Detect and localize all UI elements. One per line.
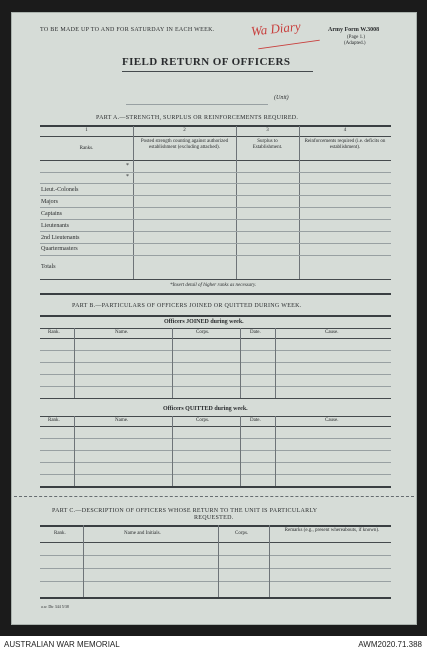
row-line xyxy=(40,243,391,244)
joined-title: Officers JOINED during week. xyxy=(164,319,244,325)
quitted-row-line xyxy=(40,450,391,451)
part-c-title-line2: REQUESTED. xyxy=(194,515,234,521)
quitted-col-cause: Cause. xyxy=(325,418,339,423)
joined-col-name: Name. xyxy=(115,330,129,335)
rank-label: Captains xyxy=(41,211,62,217)
quitted-col-sep xyxy=(275,416,276,486)
col-num-4: 4 xyxy=(343,128,347,133)
part-c-col-remarks: Remarks (e.g., present whereabouts, if known). xyxy=(284,528,380,533)
row-line xyxy=(40,172,391,173)
quitted-col-date: Date. xyxy=(250,418,261,423)
archive-footer xyxy=(0,636,427,653)
joined-col-sep xyxy=(240,328,241,398)
part-c-col-corps: Corps. xyxy=(235,531,249,536)
joined-col-corps: Corps. xyxy=(196,330,210,335)
rank-label: Majors xyxy=(41,199,58,205)
joined-col-sep xyxy=(74,328,75,398)
form-number: Army Form W.3008 xyxy=(328,27,380,33)
joined-row-line xyxy=(40,374,391,375)
part-a-col-sep-2 xyxy=(236,126,237,279)
handwritten-note: Wa Diary xyxy=(250,18,302,39)
row-line xyxy=(40,207,391,208)
higher-rank-mark-1: * xyxy=(126,163,129,169)
part-c-col-rank: Rank. xyxy=(54,531,66,536)
row-line xyxy=(40,255,391,256)
part-c-col-name: Name and Initials. xyxy=(124,531,161,536)
col-num-1: 1 xyxy=(85,128,88,133)
col-header-surplus: Surplus to Establishment. xyxy=(252,139,283,150)
part-b-top-rule xyxy=(40,315,391,317)
form-title: FIELD RETURN OF OFFICERS xyxy=(122,56,291,68)
quitted-title: Officers QUITTED during week. xyxy=(163,406,248,412)
part-a-header-rule xyxy=(40,160,391,161)
rank-label: Lieut.-Colonels xyxy=(41,187,79,193)
quitted-header-top xyxy=(40,416,391,417)
quitted-bottom-rule xyxy=(40,486,391,488)
joined-col-date: Date. xyxy=(250,330,261,335)
joined-col-sep xyxy=(172,328,173,398)
footer-accession-number: AWM2020.71.388 xyxy=(358,640,422,649)
part-c-col-sep xyxy=(83,525,84,597)
col-num-3: 3 xyxy=(266,128,269,133)
part-c-bottom-rule xyxy=(40,597,391,599)
part-c-title-line1: PART C.—DESCRIPTION OF OFFICERS WHOSE RETURN TO THE UNIT IS PARTICULARLY xyxy=(52,508,318,514)
part-c-col-sep xyxy=(269,525,270,597)
joined-row-line xyxy=(40,350,391,351)
row-line xyxy=(40,219,391,220)
row-line xyxy=(40,195,391,196)
joined-header-bottom xyxy=(40,338,391,339)
quitted-row-line xyxy=(40,474,391,475)
part-a-top-rule xyxy=(40,125,391,127)
col-num-2: 2 xyxy=(183,128,186,133)
part-a-bottom-rule xyxy=(40,279,391,280)
quitted-row-line xyxy=(40,462,391,463)
joined-col-rank: Rank. xyxy=(48,330,60,335)
part-a-col-sep-3 xyxy=(299,126,300,279)
part-c-row-line xyxy=(40,568,391,569)
part-a-title: PART A.—STRENGTH, SURPLUS OR REINFORCEMENTS REQUIRED. xyxy=(96,115,299,121)
part-c-header-bottom xyxy=(40,542,391,543)
rank-label: Lieutenants xyxy=(41,223,69,229)
unit-label: (Unit) xyxy=(274,95,289,101)
col-header-reinforcements: Reinforcements required (i.e. deficits on establishment). xyxy=(304,139,386,150)
row-line xyxy=(40,183,391,184)
joined-col-sep xyxy=(275,328,276,398)
rank-label: 2nd Lieutenants xyxy=(41,235,80,241)
footer-institution: AUSTRALIAN WAR MEMORIAL xyxy=(4,640,120,649)
part-a-number-rule xyxy=(40,136,391,137)
quitted-col-sep xyxy=(240,416,241,486)
part-c-row-line xyxy=(40,581,391,582)
unit-field-line xyxy=(126,104,268,105)
perforation-line xyxy=(14,496,414,497)
joined-row-line xyxy=(40,362,391,363)
part-a-end-rule xyxy=(40,293,391,295)
quitted-header-bottom xyxy=(40,426,391,427)
header-instruction: TO BE MADE UP TO AND FOR SATURDAY IN EACH WEEK. xyxy=(40,27,215,33)
quitted-col-corps: Corps. xyxy=(196,418,210,423)
title-underline xyxy=(122,71,313,72)
part-c-col-sep xyxy=(218,525,219,597)
quitted-col-name: Name. xyxy=(115,418,129,423)
quitted-col-rank: Rank. xyxy=(48,418,60,423)
form-adapted: (Adapted.) xyxy=(344,41,366,46)
part-c-top-rule xyxy=(40,525,391,527)
row-line xyxy=(40,231,391,232)
higher-rank-mark-2: * xyxy=(126,174,129,180)
form-page: (Page 1.) xyxy=(347,35,366,40)
joined-header-top xyxy=(40,328,391,329)
totals-label: Totals xyxy=(41,264,56,270)
quitted-col-sep xyxy=(74,416,75,486)
part-c-row-line xyxy=(40,555,391,556)
part-a-col-sep-1 xyxy=(133,126,134,279)
col-header-posted-strength: Posted strength counting against authorized establishment (excluding attached). xyxy=(140,139,229,150)
quitted-col-sep xyxy=(172,416,173,486)
print-code: a.w. Dir 344 5/38 xyxy=(41,604,69,609)
quitted-row-line xyxy=(40,438,391,439)
rank-label: Quartermasters xyxy=(41,246,78,252)
joined-row-line xyxy=(40,386,391,387)
part-b-title: PART B.—PARTICULARS OF OFFICERS JOINED OR QUITTED DURING WEEK. xyxy=(72,303,302,309)
joined-col-cause: Cause. xyxy=(325,330,339,335)
part-a-footnote: *Insert detail of higher ranks as necessary. xyxy=(170,283,257,288)
joined-bottom-rule xyxy=(40,398,391,399)
col-header-ranks: Ranks. xyxy=(79,146,94,151)
